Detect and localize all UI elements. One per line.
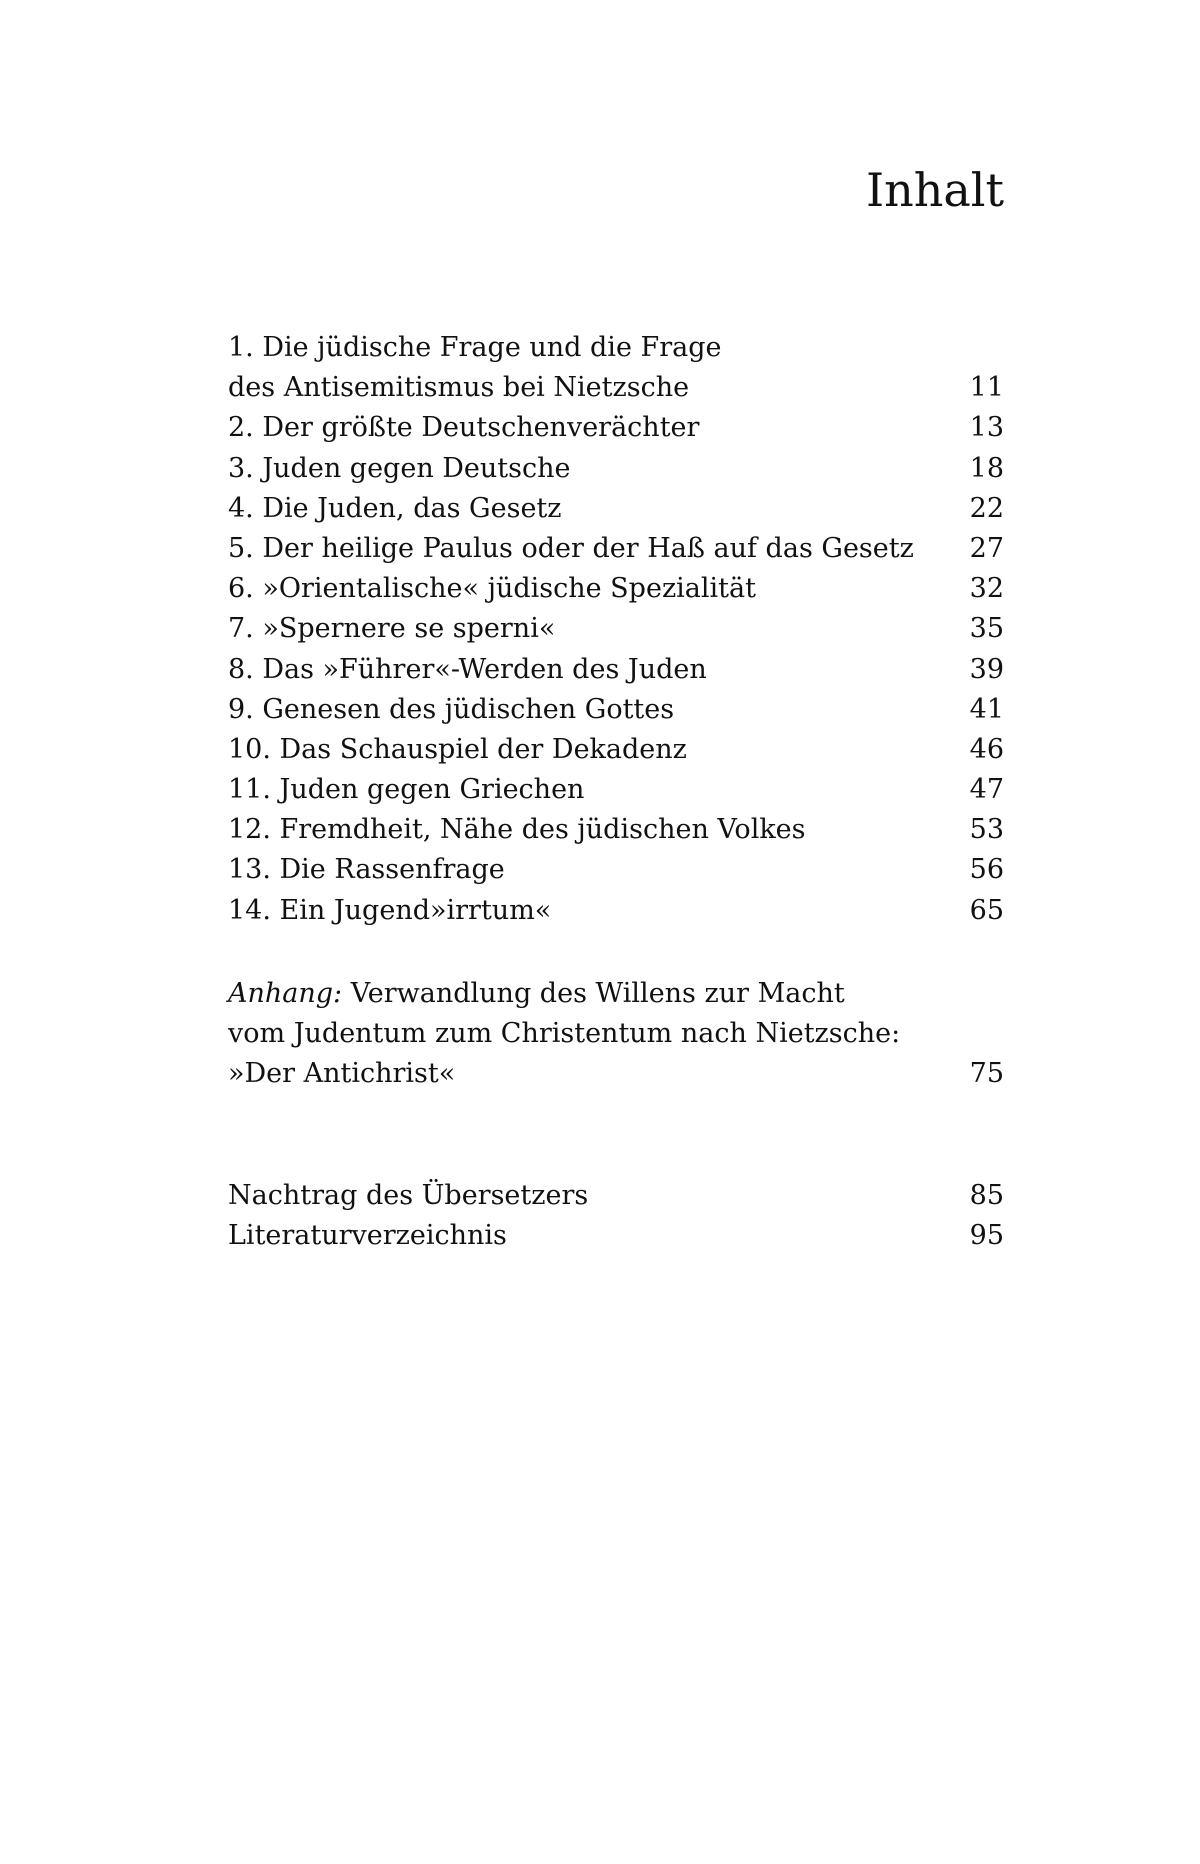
toc-entry-title: 1. Die jüdische Frage und die Frage: [228, 332, 722, 363]
toc-entry-page: 46: [969, 733, 1004, 765]
toc-line: [228, 1054, 1004, 1094]
toc-entry-title: 3. Juden gegen Deutsche: [228, 452, 571, 484]
toc-entry: [228, 529, 1004, 569]
toc-entry-page: 27: [969, 532, 1004, 564]
toc-line: [228, 328, 1004, 368]
toc-line: [228, 770, 1004, 810]
toc-entry-page: 47: [969, 774, 1004, 806]
backmatter-section: [228, 1176, 1004, 1256]
toc-entry: [228, 449, 1004, 489]
toc-entry-page: 56: [969, 854, 1004, 886]
toc-line: [228, 1216, 1004, 1256]
toc-entry-title: 14. Ein Jugend»irrtum«: [228, 894, 552, 926]
toc-entry-page: 95: [969, 1220, 1004, 1252]
toc-entry: [228, 650, 1004, 690]
toc-entry-title: 13. Die Rassenfrage: [228, 854, 505, 886]
toc-entry-title: 9. Genesen des jüdischen Gottes: [228, 693, 675, 725]
toc-entry-title: 2. Der größte Deutschenverächter: [228, 412, 700, 444]
toc-entry-title: 10. Das Schauspiel der Dekadenz: [228, 733, 687, 765]
toc-entry-title: 7. »Spernere se sperni«: [228, 613, 556, 645]
toc-line: [228, 891, 1004, 931]
toc-entry: [228, 328, 1004, 408]
toc-entry-title: »Der Antichrist«: [228, 1058, 456, 1090]
toc-line: [228, 489, 1004, 529]
toc-entry-page: 11: [969, 372, 1004, 404]
toc-line: [228, 974, 1004, 1014]
toc-entry-title: 12. Fremdheit, Nähe des jüdischen Volkes: [228, 814, 806, 846]
toc-entry-page: 13: [969, 412, 1004, 444]
page-title: Inhalt: [865, 163, 1004, 217]
toc-entry-title: Literaturverzeichnis: [228, 1220, 507, 1252]
toc-entry-appendix: [228, 974, 1004, 1095]
toc-line: [228, 650, 1004, 690]
appendix-title-part: Verwandlung des Willens zur Macht: [342, 978, 845, 1009]
toc-entry-page: 18: [969, 452, 1004, 484]
toc-entry-title: 8. Das »Führer«-Werden des Juden: [228, 653, 707, 685]
toc-line: [228, 690, 1004, 730]
toc-entry-title: 11. Juden gegen Griechen: [228, 774, 585, 806]
toc-entry-title: 5. Der heilige Paulus oder der Haß auf das Gesetz: [228, 532, 914, 564]
toc-line: [228, 368, 1004, 408]
toc-entry-title: des Antisemitismus bei Nietzsche: [228, 372, 690, 404]
toc-entry: [228, 569, 1004, 609]
toc-entry: [228, 891, 1004, 931]
toc-entry: [228, 730, 1004, 770]
toc-entry: [228, 609, 1004, 649]
toc-entry-title: Nachtrag des Übersetzers: [228, 1180, 589, 1211]
toc-entry-page: 39: [969, 653, 1004, 685]
chapter-list: [228, 328, 1004, 931]
toc-entry-page: 75: [969, 1058, 1004, 1090]
toc-line: [228, 1014, 1004, 1054]
toc-entry-page: 53: [969, 814, 1004, 846]
toc-entry-page: 85: [969, 1180, 1004, 1211]
toc-entry: [228, 850, 1004, 890]
toc-line: [228, 609, 1004, 649]
toc-entry: [228, 489, 1004, 529]
toc-line: [228, 569, 1004, 609]
toc-entry: [228, 690, 1004, 730]
toc-entry-page: 22: [969, 492, 1004, 524]
toc-entry: [228, 810, 1004, 850]
toc-entry-title: vom Judentum zum Christentum nach Nietzsche:: [228, 1018, 901, 1050]
appendix-label: Anhang:: [228, 978, 343, 1009]
toc-entry-title: 4. Die Juden, das Gesetz: [228, 492, 562, 524]
toc-line: [228, 408, 1004, 448]
toc-entry-title: 6. »Orientalische« jüdische Spezialität: [228, 573, 756, 605]
toc-entry: [228, 408, 1004, 448]
toc-entry: [228, 770, 1004, 810]
toc-entry-page: 41: [969, 693, 1004, 725]
toc-entry-page: 32: [969, 573, 1004, 605]
toc-line: [228, 850, 1004, 890]
toc-line: [228, 529, 1004, 569]
appendix-section: [228, 974, 1004, 1095]
toc-entry-page: 65: [969, 894, 1004, 926]
toc-entry: [228, 1176, 1004, 1216]
toc-line: [228, 1176, 1004, 1216]
toc-entry-page: 35: [969, 613, 1004, 645]
toc-entry: [228, 1216, 1004, 1256]
toc-line: [228, 810, 1004, 850]
toc-entry-title: [228, 974, 1004, 1014]
toc-line: [228, 730, 1004, 770]
toc-line: [228, 449, 1004, 489]
